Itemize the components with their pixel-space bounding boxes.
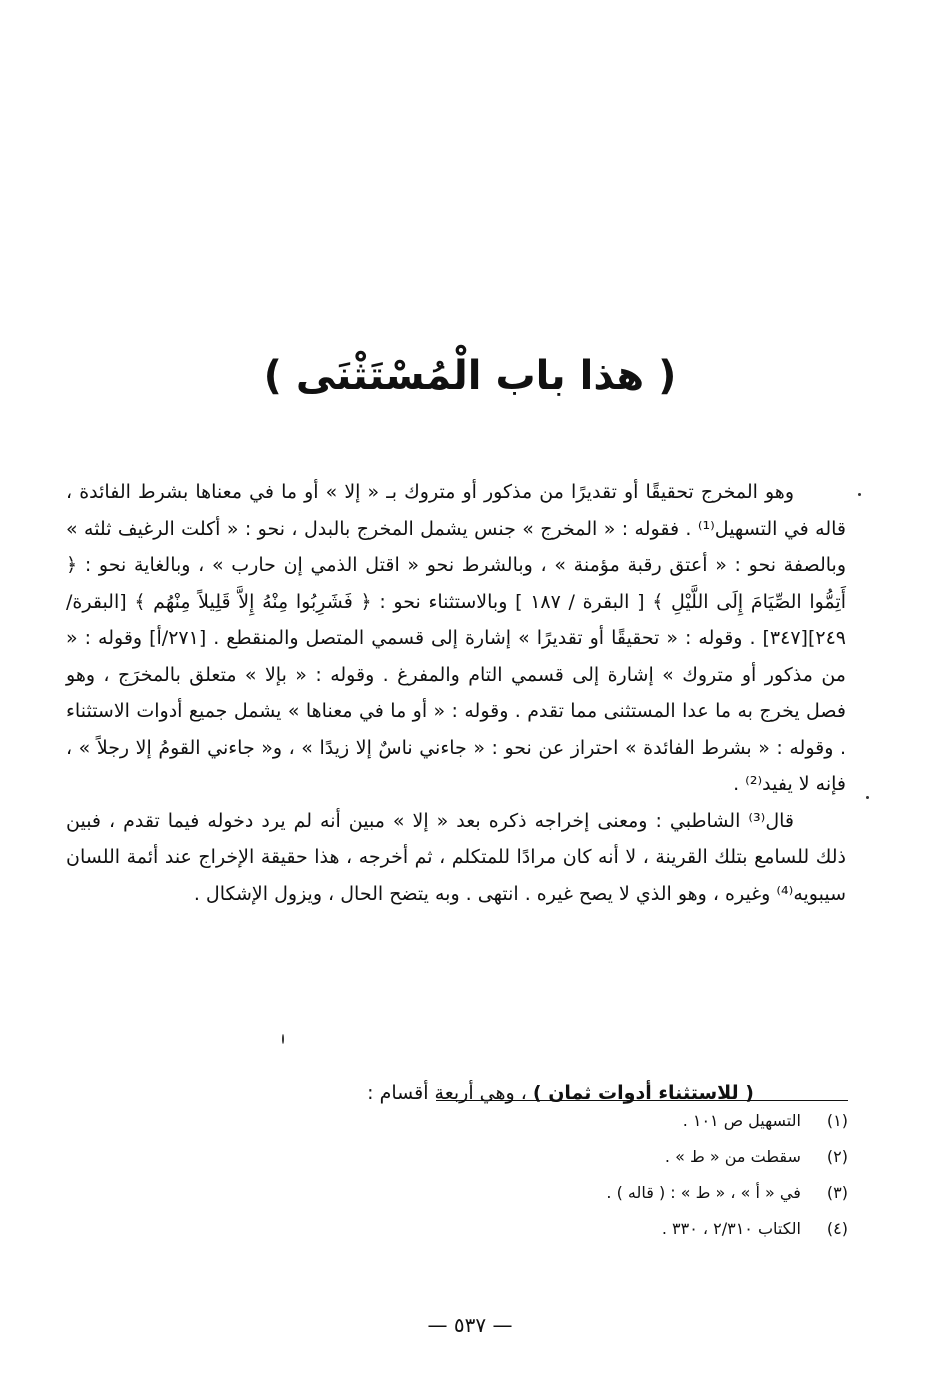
paragraph-shatibi-quote: قال⁽³⁾ الشاطبي : ومعنى إخراجه ذكره بعد « إلا » مبين أنه لم يرد دخوله فيما تقدم ، فبين ذلك للسامع بتلك القرينة ، لا أنه كان مرادًا للمتكلم ، ثم أخرجه ، هذا حقيقة الإخراج عند أئمة اللسان سيبويه⁽⁴⁾ وغيره ، وهو الذي لا يصح غيره . انتهى . وبه يتضح الحال ، ويزول الإشكال . xyxy=(66,809,846,905)
footnote-text: التسهيل ص ١٠١ . xyxy=(682,1111,801,1130)
page-number: — ٥٣٧ — xyxy=(427,1313,513,1337)
scan-speck xyxy=(866,796,869,799)
footnote-number: (٣) xyxy=(826,1183,848,1202)
chapter-title: ( هذا باب الْمُسْتَثْنَى ) xyxy=(263,353,677,399)
section-heading-rest: ، وهي أربعة أقسام : xyxy=(367,1082,533,1104)
footnote-item xyxy=(288,1139,848,1175)
footnotes xyxy=(288,1103,848,1247)
footnote-number: (٢) xyxy=(826,1147,848,1166)
footnote-text: سقطت من « ط » . xyxy=(664,1147,801,1166)
footnote-number: (١) xyxy=(826,1111,848,1130)
paragraph-definition: وهو المخرج تحقيقًا أو تقديرًا من مذكور أو متروك بـ « إلا » أو ما في معناها بشرط الفائدة ، قاله في التسهيل⁽¹⁾ . فقوله : « المخرج » جنس يشمل المخرج بالبدل ، نحو : « أكلت الرغيف ثلثه » وبالصفة نحو : « أعتق رقبة مؤمنة » ، وبالشرط نحو « اقتل الذمي إن حارب » ، وبالغاية نحو : ﴿ أَتِمُّوا الصِّيَامَ إِلَى اللَّيْلِ ﴾ [ البقرة / ١٨٧ ] وبالاستثناء نحو : ﴿ فَشَرِبُوا مِنْهُ إِلاَّ قَلِيلاً مِنْهُم ﴾ [البقرة/٢٤٩][٣٤٧] . وقوله : « تحقيقًا أو تقديرًا » إشارة إلى قسمي المتصل والمنقطع . [٢٧١/أ] وقوله : « من مذكور أو متروك » إشارة إلى قسمي التام والمفرغ . وقوله : « بإلا » متعلق بالمخرَج ، وهو فصل يخرج به ما عدا المستثنى مما تقدم . وقوله : « أو ما في معناها » يشمل جميع أدوات الاستثناء . وقوله : « بشرط الفائدة » احتراز عن نحو : « جاءني ناسٌ إلا زيدًا » ، و« جاءني القومُ إلا رجلاً » ، فإنه لا يفيد⁽²⁾ . xyxy=(66,481,846,795)
scan-speck xyxy=(282,1034,284,1044)
scan-speck xyxy=(858,493,861,496)
footnote-item xyxy=(288,1175,848,1211)
footnote-divider xyxy=(436,1100,848,1101)
section-heading-bold: ( للاستثناء أدوات ثمان ) xyxy=(532,1082,754,1104)
footnote-item xyxy=(288,1211,848,1247)
footnote-number: (٤) xyxy=(826,1219,848,1238)
footnote-item xyxy=(288,1103,848,1139)
main-text xyxy=(66,474,846,912)
footnote-text: في « أ » ، « ط » : ( قاله ) . xyxy=(606,1183,801,1202)
footnote-text: الكتاب ٢/٣١٠ ، ٣٣٠ . xyxy=(661,1219,801,1238)
